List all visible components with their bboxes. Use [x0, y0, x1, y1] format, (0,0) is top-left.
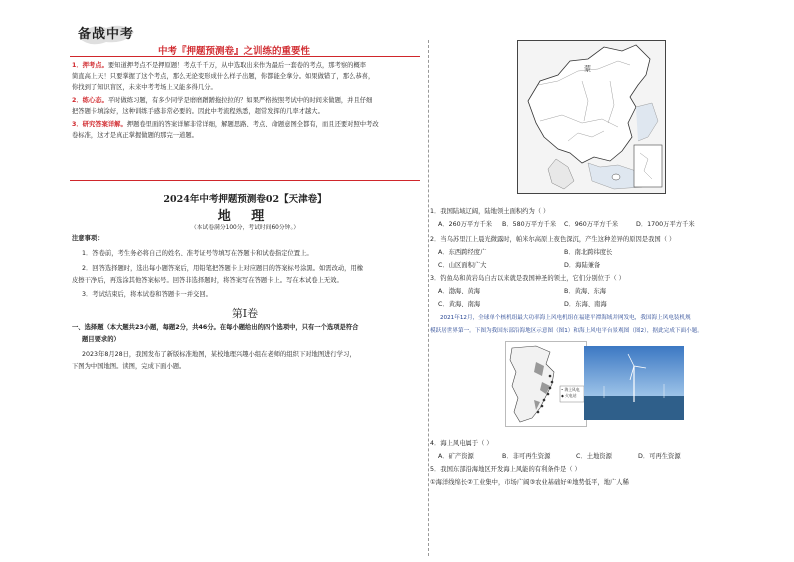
option: A．260万平方千米 — [438, 221, 493, 228]
question-stem: 1．我国陆域辽阔，陆地领土面积约为（ ） — [430, 208, 550, 215]
intro-line: 把答题卡填涂好，这种训练手感非常必要的。因此中考流程熟悉，超常发挥的几率才越大。 — [72, 108, 324, 115]
intro-line: 你找到了知识盲区，未来中考考场上又能多得几分。 — [72, 84, 217, 91]
part-title: 第Ⅰ卷 — [231, 307, 259, 320]
question-stem: 4．海上风电属于（ ） — [430, 440, 493, 447]
option: B．南北跨纬度长 — [564, 249, 613, 256]
option: C．黄海、南海 — [438, 301, 481, 308]
question-stem: 2．当乌苏里江上晨光微露时，帕米尔高原上夜色深沉，产生这种差异的原因是我国（ ） — [430, 236, 676, 243]
option: B．580万平方千米 — [502, 221, 557, 228]
option: D．1700万平方千米 — [636, 221, 695, 228]
passage-line: 2021年12月，全球单个核机组最大功率海上风电机组在福建平潭海域并网发电，我国海上风电装机规 — [440, 315, 691, 321]
coast-map-figure — [505, 341, 587, 427]
question-stem: 5．我国东部沿海地区开发海上风能的有利条件是（ ） — [430, 466, 581, 473]
question-stem: 3．钓鱼岛和黄岩岛自古以来就是我国神圣的领土，它们分别位于（ ） — [430, 275, 625, 282]
section-line: 下图为中国地图。读图，完成下面小题。 — [72, 363, 186, 370]
option: B．黄海、东海 — [564, 288, 607, 295]
section-line: 2023年8月28日，我国发布了新版标准地图，某校地理兴趣小组在老师的组织下对地图进行学习， — [82, 351, 356, 358]
note-line: 2．回答选择题时，选出每小题答案后，用铅笔把答题卡上对应题目的答案标号涂黑。如需改动，用橡 — [82, 265, 364, 272]
section-line: 一、选择题（本大题共23小题，每题2分，共46分。在每小题给出的四个选项中，只有一个选项是符合 — [72, 324, 359, 331]
passage-line: 模跃居世界第一。下图为我国东部沿海地区示意图（图1）和海上风电平台景观图（图2），据此完成下面小题。 — [430, 328, 703, 334]
note-line: 1．答卷前，考生务必将自己的姓名、准考证号等填写在答题卡和试卷指定位置上。 — [82, 250, 313, 257]
inset-legend-wind: • 海上风电 — [561, 387, 580, 392]
section-line: 题目要求的） — [82, 336, 120, 343]
q5-statements: ①海洋线绵长②工业集中，市场广阔③农业基础好④地势低平，地广人稀 — [430, 479, 629, 486]
intro-line: 3．研究答案详解。押题卷里面的答案详解非常详细，解题思路、考点、命题意图全都有，而且还要对照中考改 — [72, 121, 379, 128]
intro-rule — [70, 180, 420, 181]
option: D．东海、南海 — [564, 301, 607, 308]
inset-legend-thermal: ◆ 火电站 — [561, 393, 577, 398]
wind-farm-graphic — [584, 346, 684, 420]
intro-line: 简直高上天！只要掌握了这个考点，那么无论变形成什么样子出题，你都能全拿分。如果做错了，那么恭喜， — [72, 73, 375, 80]
exam-title: 2024年中考押题预测卷02【天津卷】 — [163, 194, 327, 205]
coast-map-graphic — [506, 342, 586, 426]
page-divider — [428, 40, 429, 556]
notes-heading: 注意事项： — [72, 235, 104, 242]
option: A．渤海、黄海 — [438, 288, 481, 295]
intro-line: 卷标准，这才是真正掌握做题的那完一道题。 — [72, 132, 198, 139]
option: A．矿产资源 — [438, 453, 474, 460]
note-line: 3．考试结束后，将本试卷和答题卡一并交回。 — [82, 291, 212, 298]
option: C．土地资源 — [576, 453, 612, 460]
banner-title: 中考『押题预测卷』之训练的重要性 — [158, 46, 311, 57]
option: D．海陆兼备 — [564, 262, 601, 269]
map-label-mongolia: 蒙 — [584, 65, 591, 73]
note-line: 皮擦干净后，再选涂其他答案标号。回答非选择题时，将答案写在答题卡上。写在本试卷上无效。 — [72, 277, 343, 284]
option: D．可再生资源 — [638, 453, 681, 460]
intro-line: 1．押考点。要知道押考点不是押原题！考点千千万，从中选取出来作为最后一套卷的考点，那考察的概率 — [72, 62, 367, 69]
china-map — [517, 40, 666, 194]
option: C．960万平方千米 — [564, 221, 619, 228]
logo — [76, 18, 138, 50]
subject-title: 地 理 — [217, 209, 273, 224]
score-info: （本试卷满分100分，考试时间60分钟。） — [190, 225, 300, 231]
option: B．非可再生资源 — [502, 453, 551, 460]
banner-rule — [70, 56, 420, 57]
option: C．山区面积广大 — [438, 262, 487, 269]
logo-text: 备战中考 — [78, 27, 135, 42]
option: A．东西跨经度广 — [438, 249, 487, 256]
wind-farm-photo — [584, 346, 684, 420]
intro-line: 2．练心态。平时做练习题，有多少同学是磨磨蹭蹭拖拉拉的？如果严格按照考试中的时间来做题，并且仔细 — [72, 97, 373, 104]
china-map-graphic — [518, 41, 665, 193]
